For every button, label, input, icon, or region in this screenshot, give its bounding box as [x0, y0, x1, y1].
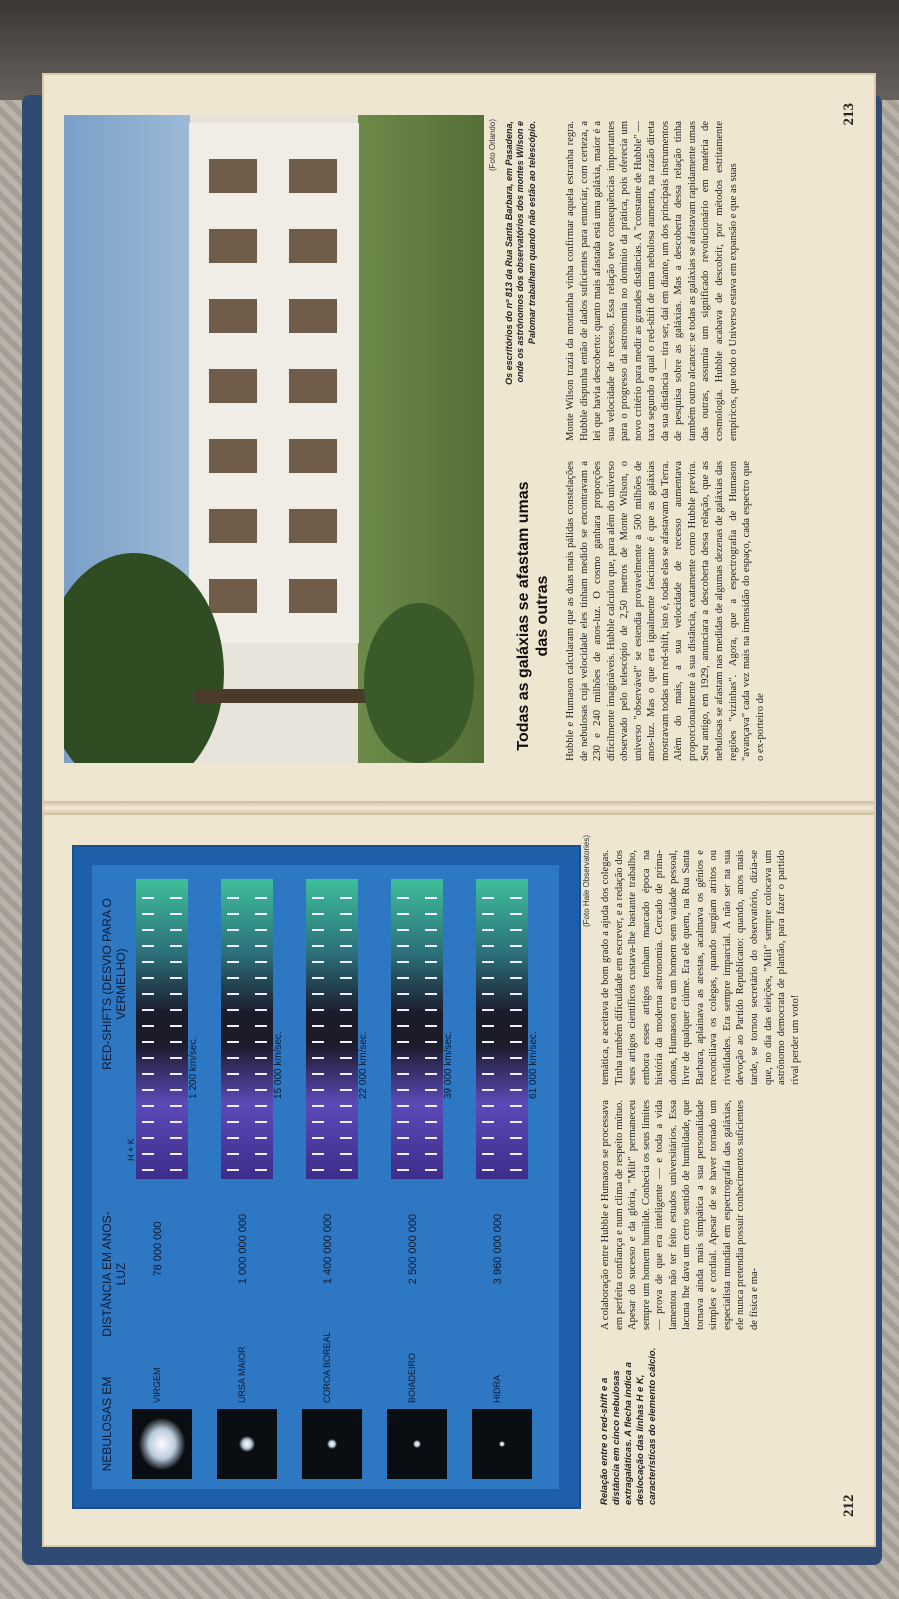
constellation-name: COROA BOREAL — [322, 1331, 332, 1403]
velocity-value: 39 000 km/sec. — [443, 1031, 454, 1099]
redshift-figure — [72, 845, 581, 1509]
spectrum-band — [391, 879, 443, 1179]
figure-caption: Relação entre o red-shift e a distância em cinco nebulosas extragaláticas. A flecha indica a deslocação das linhas H e K, características do elemento cálcio. — [599, 1347, 658, 1505]
right-page — [44, 75, 874, 801]
hk-label: H + K — [126, 1138, 136, 1161]
distance-value: 78 000 000 — [152, 1221, 164, 1277]
photo-caption: Os escritórios do nº 813 da Rua Santa Barbara, em Pasadena, onde os astrônomos dos observatórios dos montes Wilson e Palomar trabalham quando não estão ao telescópio. — [504, 121, 537, 385]
left-text-column-2: temática, e aceitava de bom grado a ajuda dos colegas. Tinha também dificuldade em escrever, e a redação dos seus artigos científicos custava-lhe bastante trabalho, embora esses artigos tenham marcado época na história da moderna astronomia. Cercado de prima-donas, Humason era um homem sem vaidade pessoal, livre de qualquer ciúme. Era ele quem, na Rua Santa Barbara, aplainava as arestas, acalmava os gênios e reconciliava os colegas, quando surgiam atritos ou rivalidades. Era sempre imparcial. A não ser na sua devoção ao Partido Republicano: quando, anos mais tarde, se tornou secretário do observatório, dizia-se que, no dia das eleições, "Milt" sempre colocava um astrônomo democrata de plantão, para fazer o partido rival perder um voto! — [600, 850, 801, 1085]
spectrum-band — [221, 879, 273, 1179]
figure-row — [217, 875, 287, 1479]
velocity-value: 22 000 km/sec. — [358, 1031, 369, 1099]
constellation-name: BOIADEIRO — [407, 1352, 417, 1403]
page-number: 213 — [841, 103, 857, 126]
building-photo — [64, 115, 484, 763]
hedge — [364, 603, 474, 763]
velocity-value: 1 200 km/sec. — [188, 1036, 199, 1099]
figure-row — [387, 875, 457, 1479]
figure-panel — [92, 865, 559, 1489]
book-spine — [44, 801, 874, 815]
distance-value: 3 960 000 000 — [492, 1213, 504, 1285]
open-book — [44, 75, 874, 1545]
galaxy-image — [302, 1409, 362, 1479]
galaxy-image — [387, 1409, 447, 1479]
figure-row — [302, 875, 372, 1479]
galaxy-image — [217, 1409, 277, 1479]
right-text-column-1: Hubble e Humason calcularam que as duas mais pálidas constelações de nebulosas cuja velocidade eles tinham medido se encontravam a 230 e 240 milhões de anos-luz. O cosmo ganhara proporções dificilmente imagináveis. Hubble calculou que, para além do universo observado pelo telescópio de 2,50 metros de Monte Wilson, o universo "observável" se estendia provavelmente a 500 milhões de anos-luz. Mas o que era igualmente fascinante é que as galáxias mostravam todas um red-shift, isto é, todas elas se afastavam da Terra. Além do mais, a sua velocidade de recesso aumentava proporcionalmente à sua distância, exatamente como Hubble previra. Seu antigo, em 1929, anunciara a descoberta dessa relação, que as nebulosas se afastam nas medidas de algumas dezenas de galáxias das regiões "vizinhas". Agora, que a espectrografia de Humason "avançava" cada vez mais na imensidão do espaço, cada espectro que o ex-porteiro de — [565, 461, 766, 761]
spectrum-band — [476, 879, 528, 1179]
section-title: Todas as galáxias se afastam umas das outras — [515, 481, 552, 751]
figure-row — [126, 875, 202, 1479]
header-redshifts: RED-SHIFTS (DESVIO PARA O VERMELHO) — [100, 898, 129, 1070]
galaxy-image — [472, 1409, 532, 1479]
right-text-column-2: Monte Wilson trazia da montanha vinha confirmar aquela estranha regra. Hubble dispunha então de dados suficientes para enunciar, com certeza, a lei que havia descoberto: quanto mais afastada está uma galáxia, maior é a sua velocidade de recesso. Essa relação teve consequências importantes para o progresso da astronomia no domínio da prática, pois oferecia um novo critério para medir as grandes distâncias. A "constante de Hubble" — taxa segundo a qual o red-shift de uma nebulosa aumenta, na razão direta da sua distância — tira ser, daí em diante, um dos principais instrumentos de pesquisa sobre as galáxias. Mas a descoberta dessa relação tinha também outro alcance: se todas as galáxias se afastavam rapidamente umas das outras, assumia um significado revolucionário em matéria de cosmologia. Hubble acabava de descobrir, por métodos estritamente empíricos, que todo o Universo estava em expansão e que as suas — [565, 121, 739, 441]
constellation-name: VIRGEM — [152, 1367, 162, 1403]
figure-row — [472, 875, 542, 1479]
spectrum-band — [306, 879, 358, 1179]
header-distance: DISTÂNCIA EM ANOS-LUZ — [100, 1211, 129, 1337]
constellation-name: HIDRA — [492, 1374, 502, 1403]
building — [189, 123, 359, 643]
page-number: 212 — [841, 1494, 857, 1517]
photo-credit: (Foto Orlando) — [488, 119, 497, 172]
left-page — [44, 815, 874, 1545]
galaxy-image — [132, 1409, 192, 1479]
header-nebulas: NEBULOSAS EM — [100, 1376, 114, 1472]
velocity-value: 61 000 km/sec. — [528, 1031, 539, 1099]
left-text-column-1: A colaboração entre Hubble e Humason se processava em perfeita confiança e num clima de respeito mútuo. Apesar do sucesso e da glória, "Milt" permaneceu sempre um homem humilde. Conhecia os seus limites — prova de que era inteligente — e toda a vida lamentou não ter feito estudos universitários. Essa lacuna lhe dava um certo sentido de humildade, que tornava ainda mais simpática a sua personalidade simples e cordial. Apesar de se haver tornado um especialista mundial em espectrografia das galáxias, ele nunca pretendia possuir conhecimentos suficientes de física e ma- — [600, 1100, 761, 1330]
spectrum-band — [136, 879, 188, 1179]
figure-credit: (Foto Hale Observatories) — [582, 835, 591, 928]
constellation-name: URSA MAIOR — [237, 1346, 247, 1403]
velocity-value: 15 000 km/sec. — [273, 1031, 284, 1099]
distance-value: 1 000 000 000 — [237, 1213, 249, 1285]
distance-value: 2 500 000 000 — [407, 1213, 419, 1285]
distance-value: 1 400 000 000 — [322, 1213, 334, 1285]
